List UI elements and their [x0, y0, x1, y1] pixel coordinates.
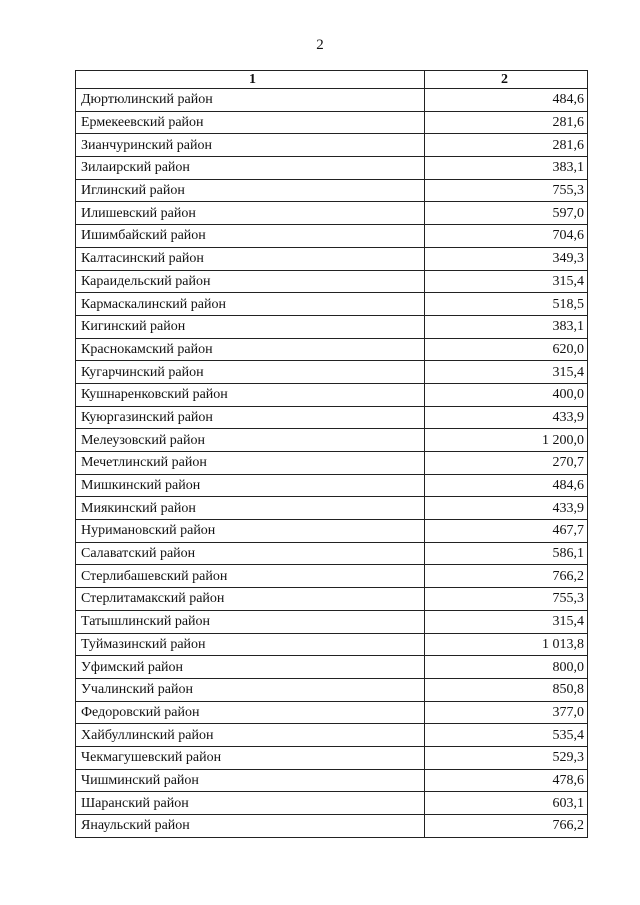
district-value: 518,5: [425, 293, 588, 316]
district-value: 270,7: [425, 452, 588, 475]
district-value: 755,3: [425, 588, 588, 611]
district-name: Уфимский район: [76, 656, 425, 679]
district-name: Туймазинский район: [76, 633, 425, 656]
district-name: Чишминский район: [76, 769, 425, 792]
table-row: [76, 406, 588, 429]
district-name: Ишимбайский район: [76, 225, 425, 248]
district-value: 400,0: [425, 383, 588, 406]
district-name: Зианчуринский район: [76, 134, 425, 157]
table-row: [76, 315, 588, 338]
district-name: Миякинский район: [76, 497, 425, 520]
district-value: 800,0: [425, 656, 588, 679]
district-name: Мишкинский район: [76, 474, 425, 497]
district-name: Калтасинский район: [76, 247, 425, 270]
table-row: [76, 746, 588, 769]
district-value: 529,3: [425, 746, 588, 769]
district-value: 484,6: [425, 89, 588, 112]
table-row: [76, 769, 588, 792]
district-name: Караидельский район: [76, 270, 425, 293]
district-value: 1 013,8: [425, 633, 588, 656]
district-name: Стерлибашевский район: [76, 565, 425, 588]
district-table: [75, 70, 588, 838]
table-row: [76, 678, 588, 701]
table-row: [76, 565, 588, 588]
district-value: 315,4: [425, 361, 588, 384]
page-number: 2: [316, 37, 324, 53]
district-value: 281,6: [425, 134, 588, 157]
table-row: [76, 792, 588, 815]
district-name: Федоровский район: [76, 701, 425, 724]
table-row: [76, 815, 588, 838]
table-row: [76, 701, 588, 724]
district-value: 850,8: [425, 678, 588, 701]
table-row: [76, 520, 588, 543]
district-value: 766,2: [425, 565, 588, 588]
table-row: [76, 429, 588, 452]
district-value: 597,0: [425, 202, 588, 225]
table-row: [76, 383, 588, 406]
district-value: 315,4: [425, 270, 588, 293]
district-name: Зилаирский район: [76, 157, 425, 180]
district-value: 377,0: [425, 701, 588, 724]
district-value: 704,6: [425, 225, 588, 248]
district-value: 281,6: [425, 111, 588, 134]
district-value: 478,6: [425, 769, 588, 792]
district-name: Илишевский район: [76, 202, 425, 225]
district-value: 535,4: [425, 724, 588, 747]
table-row: [76, 656, 588, 679]
table-row: [76, 588, 588, 611]
district-value: 349,3: [425, 247, 588, 270]
district-name: Куюргазинский район: [76, 406, 425, 429]
table-row: [76, 111, 588, 134]
district-name: Иглинский район: [76, 179, 425, 202]
table-header-row: [76, 71, 588, 89]
table-row: [76, 361, 588, 384]
district-name: Ермекеевский район: [76, 111, 425, 134]
district-value: 467,7: [425, 520, 588, 543]
table-row: [76, 179, 588, 202]
district-name: Краснокамский район: [76, 338, 425, 361]
column-header-1: 1: [76, 71, 425, 89]
district-name: Чекмагушевский район: [76, 746, 425, 769]
district-name: Кушнаренковский район: [76, 383, 425, 406]
table-row: [76, 610, 588, 633]
district-name: Татышлинский район: [76, 610, 425, 633]
table-row: [76, 542, 588, 565]
district-name: Учалинский район: [76, 678, 425, 701]
table-row: [76, 338, 588, 361]
table-row: [76, 270, 588, 293]
district-name: Дюртюлинский район: [76, 89, 425, 112]
table-row: [76, 157, 588, 180]
district-value: 755,3: [425, 179, 588, 202]
table-row: [76, 225, 588, 248]
district-value: 383,1: [425, 157, 588, 180]
table-row: [76, 497, 588, 520]
table-row: [76, 452, 588, 475]
district-value: 383,1: [425, 315, 588, 338]
district-value: 603,1: [425, 792, 588, 815]
district-value: 433,9: [425, 406, 588, 429]
district-name: Кармаскалинский район: [76, 293, 425, 316]
district-value: 1 200,0: [425, 429, 588, 452]
table-row: [76, 724, 588, 747]
district-value: 484,6: [425, 474, 588, 497]
district-name: Кугарчинский район: [76, 361, 425, 384]
district-name: Янаульский район: [76, 815, 425, 838]
district-value: 315,4: [425, 610, 588, 633]
district-name: Мелеузовский район: [76, 429, 425, 452]
table-row: [76, 633, 588, 656]
table-row: [76, 89, 588, 112]
table-row: [76, 202, 588, 225]
table-row: [76, 247, 588, 270]
district-name: Кигинский район: [76, 315, 425, 338]
column-header-2: 2: [425, 71, 588, 89]
district-name: Стерлитамакский район: [76, 588, 425, 611]
table-row: [76, 474, 588, 497]
table-row: [76, 134, 588, 157]
district-name: Хайбуллинский район: [76, 724, 425, 747]
district-name: Шаранский район: [76, 792, 425, 815]
district-name: Салаватский район: [76, 542, 425, 565]
district-name: Мечетлинский район: [76, 452, 425, 475]
district-value: 433,9: [425, 497, 588, 520]
district-value: 586,1: [425, 542, 588, 565]
district-name: Нуримановский район: [76, 520, 425, 543]
district-value: 766,2: [425, 815, 588, 838]
district-value: 620,0: [425, 338, 588, 361]
table-body: [76, 71, 588, 838]
table-row: [76, 293, 588, 316]
